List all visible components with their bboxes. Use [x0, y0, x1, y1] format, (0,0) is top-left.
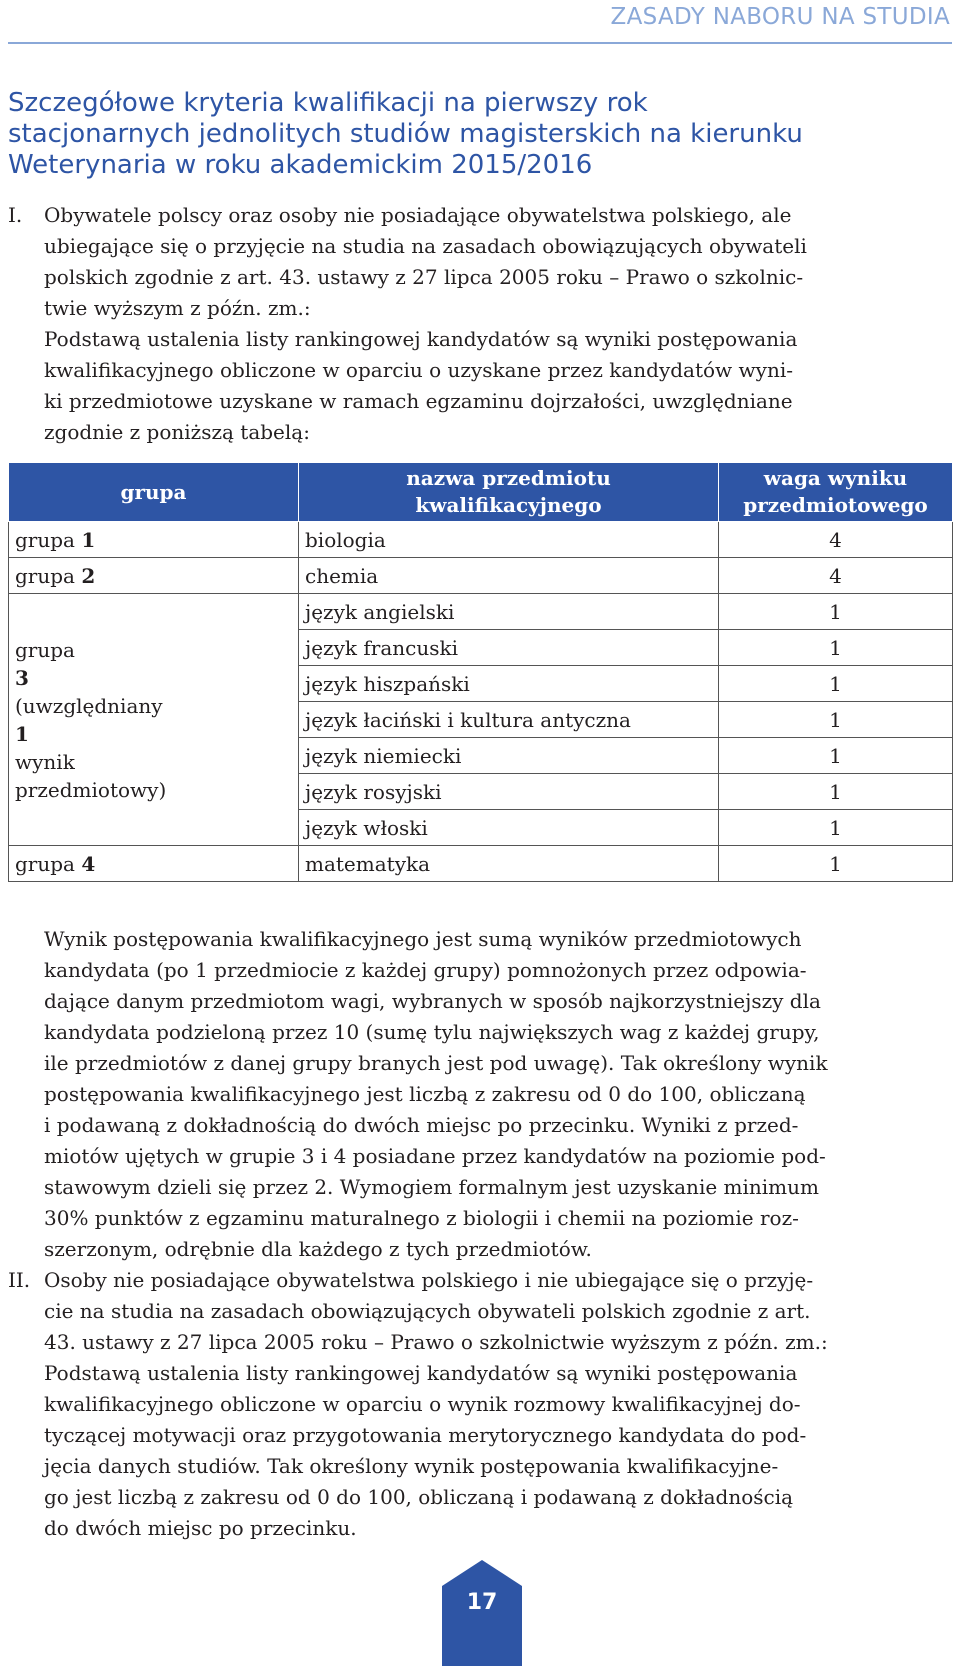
subject-cell: język francuski	[299, 630, 719, 666]
subject-cell: chemia	[299, 558, 719, 594]
subject-cell: język rosyjski	[299, 774, 719, 810]
text-line: ki przedmiotowe uzyskane w ramach egzaminu dojrzałości, uwzględniane	[44, 389, 793, 413]
weight-cell: 1	[719, 630, 953, 666]
text-line: zgodnie z poniższą tabelą:	[44, 420, 310, 444]
title-line: Szczegółowe kryteria kwalifikacji na pierwszy rok	[8, 88, 648, 118]
text-line: postępowania kwalifikacyjnego jest liczbą z zakresu od 0 do 100, obliczaną	[44, 1082, 806, 1106]
subject-cell: język hiszpański	[299, 666, 719, 702]
subject-cell: język niemiecki	[299, 738, 719, 774]
text-line: Osoby nie posiadające obywatelstwa polskiego i nie ubiegające się o przyję-	[44, 1268, 814, 1292]
text-line: Podstawą ustalenia listy rankingowej kandydatów są wyniki postępowania	[44, 1361, 798, 1385]
text-line: do dwóch miejsc po przecinku.	[44, 1516, 357, 1540]
text-line: twie wyższym z późn. zm.:	[44, 296, 311, 320]
text-line: kandydata (po 1 przedmiocie z każdej grupy) pomnożonych przez odpowia-	[44, 958, 807, 982]
section2-paragraph	[44, 1265, 828, 1544]
table-row	[9, 846, 953, 882]
subject-cell: biologia	[299, 522, 719, 558]
text-line: jęcia danych studiów. Tak określony wynik postępowania kwalifikacyjne-	[44, 1454, 779, 1478]
text-line: ile przedmiotów z danej grupy branych jest pod uwagę). Tak określony wynik	[44, 1051, 828, 1075]
text-line: i podawaną z dokładnością do dwóch miejsc po przecinku. Wyniki z przed-	[44, 1113, 799, 1137]
page-title	[8, 88, 948, 181]
group-2-cell: grupa 2	[9, 558, 299, 594]
subject-cell: język łaciński i kultura antyczna	[299, 702, 719, 738]
section-marker-2: II.	[8, 1268, 31, 1292]
text-line: cie na studia na zasadach obowiązujących obywateli polskich zgodnie z art.	[44, 1299, 811, 1323]
weight-cell: 1	[719, 738, 953, 774]
weight-cell: 1	[719, 594, 953, 630]
section-marker-1: I.	[8, 203, 23, 227]
text-line: stawowym dzieli się przez 2. Wymogiem formalnym jest uzyskanie minimum	[44, 1175, 819, 1199]
weight-cell: 1	[719, 810, 953, 846]
text-line: 30% punktów z egzaminu maturalnego z biologii i chemii na poziomie roz-	[44, 1206, 799, 1230]
table-row	[9, 558, 953, 594]
text-line: tyczącej motywacji oraz przygotowania merytorycznego kandydata do pod-	[44, 1423, 807, 1447]
criteria-table	[8, 462, 953, 882]
page-number: 17	[466, 1590, 498, 1615]
subject-cell: język włoski	[299, 810, 719, 846]
table-row	[9, 522, 953, 558]
text-line: miotów ujętych w grupie 3 i 4 posiadane przez kandydatów na poziomie pod-	[44, 1144, 826, 1168]
weight-cell: 4	[719, 522, 953, 558]
title-line: Weterynaria w roku akademickim 2015/2016	[8, 150, 593, 180]
text-line: Wynik postępowania kwalifikacyjnego jest sumą wyników przedmiotowych	[44, 927, 802, 951]
weight-cell: 1	[719, 702, 953, 738]
text-line: 43. ustawy z 27 lipca 2005 roku – Prawo o szkolnictwie wyższym z późn. zm.:	[44, 1330, 828, 1354]
header-weight: waga wyniku przedmiotowego	[719, 463, 953, 522]
weight-cell: 1	[719, 774, 953, 810]
group-1-cell: grupa 1	[9, 522, 299, 558]
weight-cell: 4	[719, 558, 953, 594]
subject-cell: język angielski	[299, 594, 719, 630]
text-line: dające danym przedmiotom wagi, wybranych w sposób najkorzystniejszy dla	[44, 989, 821, 1013]
group-4-cell: grupa 4	[9, 846, 299, 882]
header-group: grupa	[9, 463, 299, 522]
text-line: ubiegające się o przyjęcie na studia na zasadach obowiązujących obywateli	[44, 234, 807, 258]
text-line: Podstawą ustalenia listy rankingowej kandydatów są wyniki postępowania	[44, 327, 798, 351]
weight-cell: 1	[719, 666, 953, 702]
text-line: kandydata podzieloną przez 10 (sumę tylu największych wag z każdej grupy,	[44, 1020, 820, 1044]
text-line: polskich zgodnie z art. 43. ustawy z 27 lipca 2005 roku – Prawo o szkolnic-	[44, 265, 804, 289]
text-line: kwalifikacyjnego obliczone w oparciu o wynik rozmowy kwalifikacyjnej do-	[44, 1392, 801, 1416]
section1-intro	[44, 200, 807, 448]
title-line: stacjonarnych jednolitych studiów magisterskich na kierunku	[8, 119, 803, 149]
text-line: szerzonym, odrębnie dla każdego z tych przedmiotów.	[44, 1237, 592, 1261]
header-rule	[8, 42, 952, 44]
text-line: Obywatele polscy oraz osoby nie posiadające obywatelstwa polskiego, ale	[44, 203, 792, 227]
weight-cell: 1	[719, 846, 953, 882]
section1-result-paragraph	[44, 924, 828, 1265]
text-line: go jest liczbą z zakresu od 0 do 100, obliczaną i podawaną z dokładnością	[44, 1485, 794, 1509]
header-subject: nazwa przedmiotu kwalifikacyjnego	[299, 463, 719, 522]
table-row	[9, 594, 953, 630]
group-3-cell: grupa 3 (uwzględniany 1 wynik przedmiotowy)	[9, 594, 299, 846]
subject-cell: matematyka	[299, 846, 719, 882]
text-line: kwalifikacyjnego obliczone w oparciu o uzyskane przez kandydatów wyni-	[44, 358, 793, 382]
running-header: ZASADY NABORU NA STUDIA	[610, 4, 950, 30]
table-header-row	[9, 463, 953, 522]
